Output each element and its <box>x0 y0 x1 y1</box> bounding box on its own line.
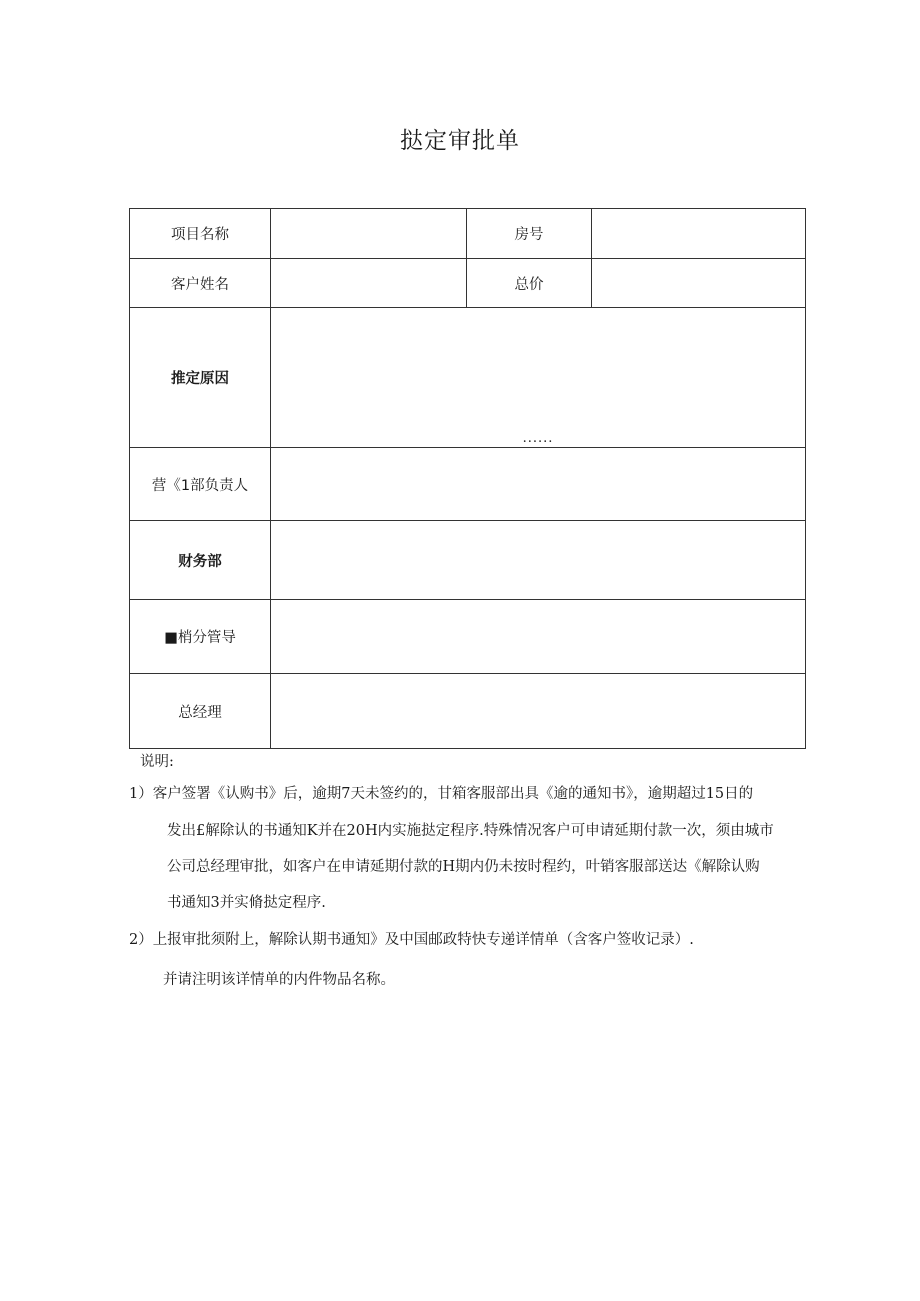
customer-name-field[interactable] <box>271 259 467 308</box>
notes-heading: 说明: <box>140 754 174 770</box>
notes-line: 书通知3并实脩挞定程序. <box>167 895 326 911</box>
project-name-field[interactable] <box>271 209 467 259</box>
general-manager-label: 总经理 <box>130 674 271 749</box>
form-row-sales-manager <box>130 448 806 521</box>
notes-line: 并请注明该详情单的内件物品名称。 <box>163 972 395 988</box>
total-price-label: 总价 <box>467 259 592 308</box>
form-row-reason <box>130 308 806 448</box>
form-row-sub-manager <box>130 600 806 674</box>
room-number-field[interactable] <box>592 209 806 259</box>
approval-form-table <box>129 208 806 749</box>
notes-line: 公司总经理审批，如客户在申请延期付款的H期内仍未按时程约，叶销客服部送达《解除认购 <box>167 859 760 875</box>
page-title: 挞定审批单 <box>400 128 520 154</box>
customer-name-label: 客户姓名 <box>130 259 271 308</box>
finance-field[interactable] <box>271 521 806 600</box>
room-number-label: 房号 <box>467 209 592 259</box>
form-row-project <box>130 209 806 259</box>
form-row-finance <box>130 521 806 600</box>
project-name-label: 项目名称 <box>130 209 271 259</box>
general-manager-field[interactable] <box>271 674 806 749</box>
sales-manager-label: 营《1部负责人 <box>130 448 271 521</box>
form-row-general-manager <box>130 674 806 749</box>
notes-line: 发出£解除认的书通知K并在20H内实施挞定程序.特殊情况客户可申请延期付款一次，须由城市 <box>167 823 774 839</box>
reason-ellipsis: ...... <box>522 431 554 446</box>
notes-line: 2）上报审批须附上，解除认期书通知》及中国邮政特快专递详情单（含客户签收记录）. <box>129 932 694 948</box>
sales-manager-field[interactable] <box>271 448 806 521</box>
notes-line: 1）客户签署《认购书》后，逾期7天未签约的，甘箱客服部出具《逾的通知书》，逾期超过15日的 <box>129 786 754 802</box>
total-price-field[interactable] <box>592 259 806 308</box>
sub-manager-field[interactable] <box>271 600 806 674</box>
finance-label: 财务部 <box>130 521 271 600</box>
sub-manager-label: ■梢分管导 <box>130 600 271 674</box>
reason-field[interactable] <box>271 308 806 448</box>
form-row-customer <box>130 259 806 308</box>
reason-label: 推定原因 <box>130 308 271 448</box>
